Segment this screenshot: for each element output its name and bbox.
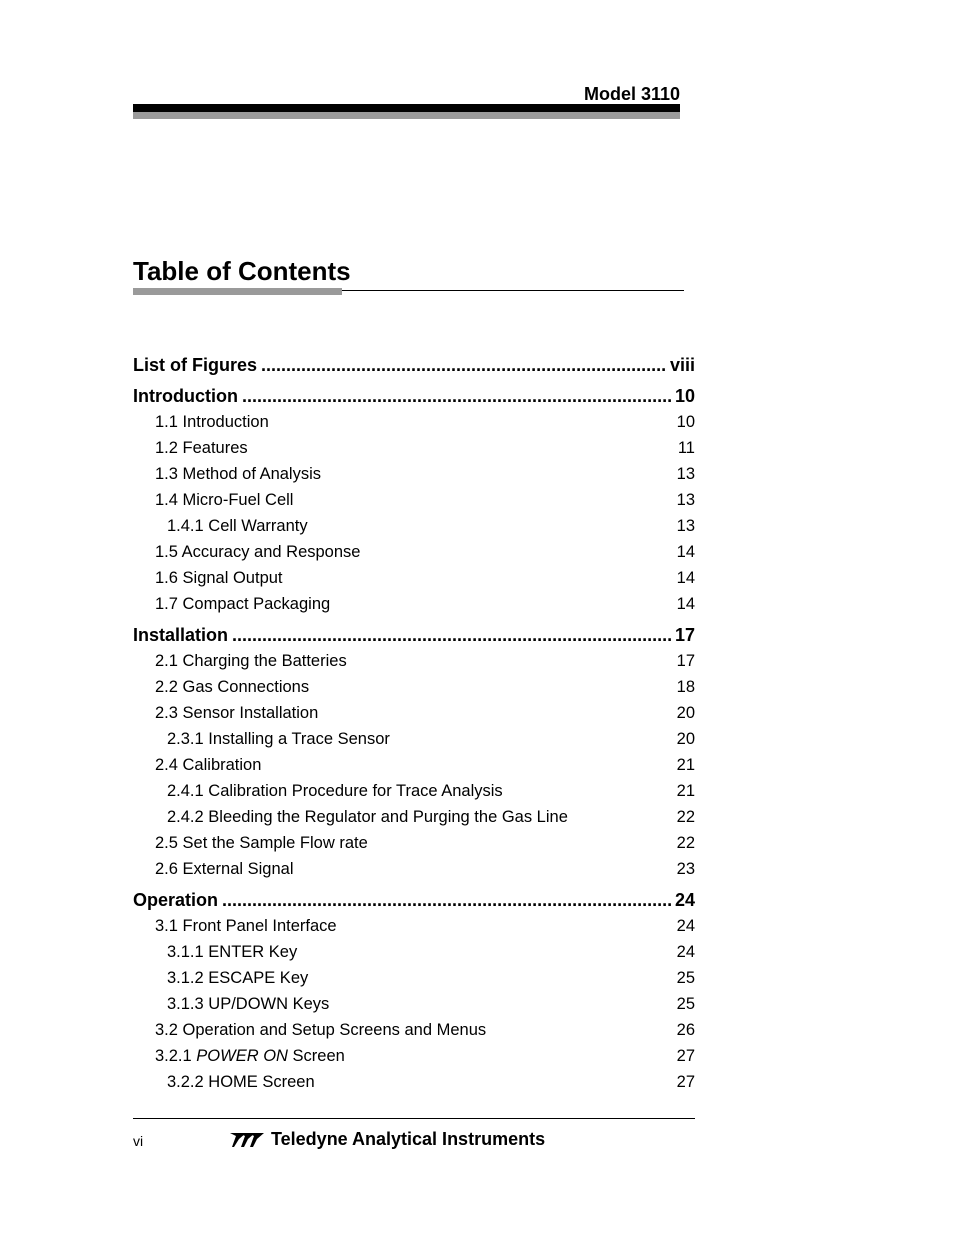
toc-entry-page: 18	[676, 678, 695, 696]
toc-entry-label: 1.4 Micro-Fuel Cell	[155, 491, 294, 509]
toc-section-entry[interactable]	[133, 435, 695, 461]
toc-leader-dots	[218, 887, 672, 913]
toc-leader-dots	[238, 383, 672, 409]
toc-entry-label: Introduction	[133, 386, 238, 406]
toc-entry-label: 3.1.2 ESCAPE Key	[167, 969, 309, 987]
toc-entry-page: 11	[677, 439, 695, 457]
toc-entry-page: 20	[676, 730, 695, 748]
toc-section-entry[interactable]	[133, 513, 695, 539]
footer-page-number: vi	[133, 1133, 144, 1149]
toc-leader-dots	[228, 622, 672, 648]
toc-section-entry[interactable]	[133, 991, 695, 1017]
toc-section-entry[interactable]	[133, 778, 695, 804]
toc-section-entry[interactable]	[133, 1043, 695, 1069]
toc-entry-page: 10	[676, 413, 695, 431]
toc-entry-page: 24	[674, 890, 695, 910]
toc-entry-page: 26	[676, 1021, 695, 1039]
toc-entry-page: 22	[676, 808, 695, 826]
toc-entry-label: 1.6 Signal Output	[155, 569, 283, 587]
footer-company-name: Teledyne Analytical Instruments	[271, 1129, 546, 1149]
toc-entry-page: 20	[676, 704, 695, 722]
toc-section-entry[interactable]	[133, 565, 695, 591]
toc-entry-page: 14	[676, 543, 695, 561]
toc-section-entry[interactable]	[133, 965, 695, 991]
toc-section-entry[interactable]	[133, 487, 695, 513]
toc-entry-page: 13	[676, 465, 695, 483]
toc-entry-label: 2.3.1 Installing a Trace Sensor	[167, 730, 390, 748]
toc-chapter-entry[interactable]	[133, 383, 695, 409]
toc-section-entry[interactable]	[133, 591, 695, 617]
toc-entry-label: 2.1 Charging the Batteries	[155, 652, 347, 670]
toc-entry-label: 1.7 Compact Packaging	[155, 595, 331, 613]
toc-section-entry[interactable]	[133, 752, 695, 778]
toc-section-entry[interactable]	[133, 409, 695, 435]
toc-section-entry[interactable]	[133, 700, 695, 726]
toc-entry-label-italic: POWER ON	[196, 1047, 288, 1065]
toc-entry-label: 1.2 Features	[155, 439, 248, 457]
toc-entry-page: 14	[676, 595, 695, 613]
toc-entry-page: 13	[676, 491, 695, 509]
toc-entry-page: 22	[676, 834, 695, 852]
toc-entry-label: 1.5 Accuracy and Response	[155, 543, 361, 561]
toc-section-entry[interactable]	[133, 939, 695, 965]
toc-entry-page: 21	[676, 782, 695, 800]
toc-entry-page: 21	[676, 756, 695, 774]
toc-entry-label: 3.1.1 ENTER Key	[167, 943, 298, 961]
toc-entry-label: Operation	[133, 890, 219, 910]
toc-section-entry[interactable]	[133, 804, 695, 830]
toc-entry-page: viii	[669, 355, 695, 375]
toc-entry-page: 27	[676, 1073, 695, 1091]
toc-entry-label: 2.6 External Signal	[155, 860, 294, 878]
toc-entry-label: 2.3 Sensor Installation	[155, 704, 319, 722]
toc-chapter-entry[interactable]	[133, 887, 695, 913]
toc-entry-label	[155, 1043, 345, 1069]
toc-entry-label: 1.4.1 Cell Warranty	[167, 517, 308, 535]
toc-entry-label-prefix: 3.2.1	[155, 1047, 197, 1065]
title-underline	[342, 290, 684, 291]
toc-entry-page: 25	[676, 995, 695, 1013]
teledyne-logo-icon	[230, 1131, 264, 1149]
toc-entry-page: 10	[674, 386, 695, 406]
toc-section-entry[interactable]	[133, 1017, 695, 1043]
table-of-contents	[133, 352, 695, 1095]
toc-entry-page: 17	[674, 625, 695, 645]
toc-leader-dots	[257, 352, 667, 378]
toc-entry-label: 3.2 Operation and Setup Screens and Menus	[155, 1021, 487, 1039]
toc-entry-page: 25	[676, 969, 695, 987]
toc-section-entry[interactable]	[133, 830, 695, 856]
toc-section-entry[interactable]	[133, 856, 695, 882]
header-rule-gray	[133, 112, 680, 119]
toc-entry-label: 2.2 Gas Connections	[155, 678, 310, 696]
toc-entry-label: 1.3 Method of Analysis	[155, 465, 322, 483]
toc-entry-page: 17	[676, 652, 695, 670]
toc-entry-label: 2.4.1 Calibration Procedure for Trace Analysis	[167, 782, 503, 800]
toc-entry-label: 2.4 Calibration	[155, 756, 262, 774]
toc-entry-page: 27	[676, 1047, 695, 1065]
toc-section-entry[interactable]	[133, 1069, 695, 1095]
header-rule-black	[133, 104, 680, 112]
toc-entry-label: 1.1 Introduction	[155, 413, 269, 431]
toc-entry-label: 3.2.2 HOME Screen	[167, 1073, 315, 1091]
toc-entry-label: 3.1.3 UP/DOWN Keys	[167, 995, 330, 1013]
toc-entry-page: 13	[676, 517, 695, 535]
toc-section-entry[interactable]	[133, 648, 695, 674]
toc-entry-page: 24	[676, 943, 695, 961]
toc-entry-label: List of Figures	[133, 355, 258, 375]
title-underline-accent	[133, 288, 342, 295]
toc-entry-page: 24	[676, 917, 695, 935]
toc-section-entry[interactable]	[133, 539, 695, 565]
toc-chapter-entry[interactable]	[133, 622, 695, 648]
header-model: Model 3110	[583, 84, 680, 104]
toc-entry-label: 2.5 Set the Sample Flow rate	[155, 834, 368, 852]
footer-rule	[133, 1118, 695, 1119]
toc-entry-label: 3.1 Front Panel Interface	[155, 917, 337, 935]
toc-entry-label-suffix: Screen	[287, 1047, 345, 1065]
toc-entry-page: 23	[676, 860, 695, 878]
toc-entry-label: 2.4.2 Bleeding the Regulator and Purging the Gas Line	[167, 808, 568, 826]
toc-section-entry[interactable]	[133, 726, 695, 752]
toc-entry-label: Installation	[133, 625, 229, 645]
page-title: Table of Contents	[133, 256, 351, 286]
toc-section-entry[interactable]	[133, 674, 695, 700]
toc-entry-page: 14	[676, 569, 695, 587]
toc-section-entry[interactable]	[133, 461, 695, 487]
toc-section-entry[interactable]	[133, 913, 695, 939]
toc-chapter-entry[interactable]	[133, 352, 695, 378]
